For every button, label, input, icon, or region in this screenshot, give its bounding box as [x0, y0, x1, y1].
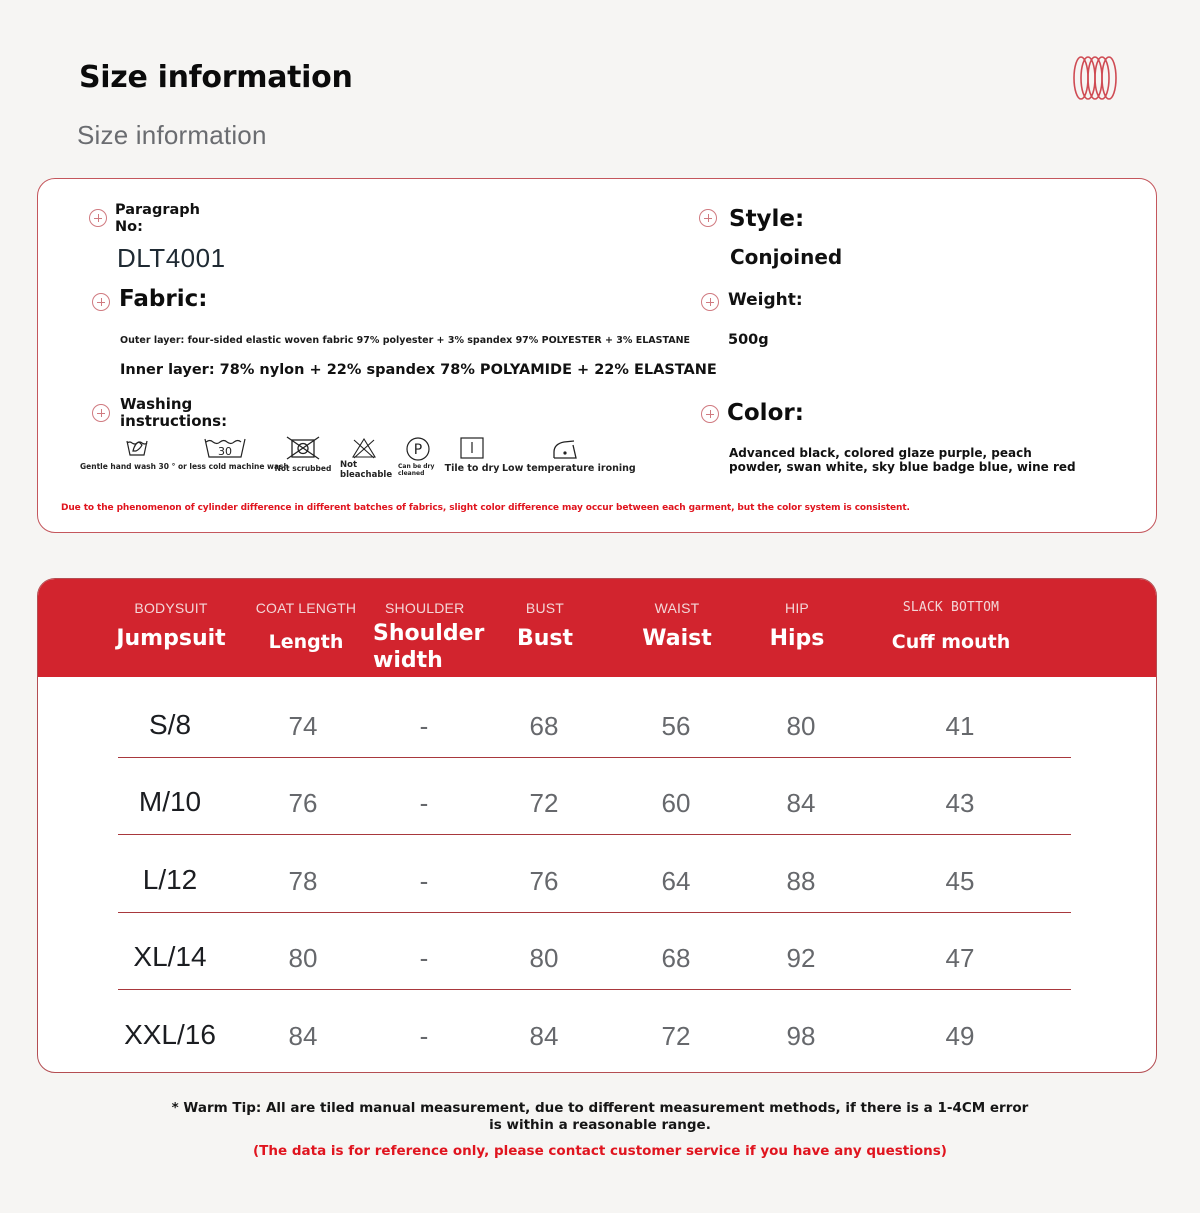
- measurement-cell: 49: [945, 1021, 975, 1051]
- size-label-cell: XXL/16: [124, 1019, 216, 1050]
- style-value: Conjoined: [730, 245, 843, 269]
- product-info-card: [37, 178, 1157, 533]
- table-row: [118, 836, 1071, 913]
- paragraph-label: Paragraph No:: [115, 202, 200, 235]
- measurement-cell: 64: [661, 866, 691, 896]
- size-label-cell: M/10: [138, 786, 202, 817]
- no-bleach-icon: [344, 436, 384, 460]
- wash-item: [200, 436, 250, 460]
- machine-wash-30-icon: [200, 436, 250, 460]
- column-header-cuff-mouth: SLACK BOTTOM Cuff mouth: [891, 600, 1011, 653]
- rings-logo-icon: [1071, 54, 1121, 102]
- measurement-cell: 68: [529, 711, 559, 741]
- measurement-cell: 76: [288, 788, 318, 818]
- plus-circle-icon: [699, 209, 717, 227]
- measurement-cell: 60: [661, 788, 691, 818]
- measurement-cell: 84: [786, 788, 816, 818]
- measurement-cell: -: [419, 711, 429, 741]
- measurement-cell: 74: [288, 711, 318, 741]
- measurement-cell: 78: [288, 866, 318, 896]
- measurement-cell: 80: [786, 711, 816, 741]
- wash-item: Not scrubbed: [274, 436, 332, 473]
- svg-text:30: 30: [218, 445, 232, 458]
- weight-label: Weight:: [728, 290, 803, 310]
- size-table-header: [38, 579, 1156, 677]
- size-table: [37, 578, 1157, 1073]
- measurement-cell: 76: [529, 866, 559, 896]
- measurement-cell: -: [419, 866, 429, 896]
- washing-label: Washing instructions:: [120, 395, 228, 430]
- measurement-cell: 72: [661, 1021, 691, 1051]
- plus-circle-icon: [701, 293, 719, 311]
- weight-value: 500g: [728, 332, 769, 348]
- reference-note: (The data is for reference only, please contact customer service if you have any questions): [253, 1143, 947, 1159]
- measurement-cell: -: [419, 788, 429, 818]
- table-row: [118, 991, 1071, 1068]
- measurement-cell: 80: [529, 943, 559, 973]
- measurement-cell: 56: [661, 711, 691, 741]
- svg-text:P: P: [413, 442, 423, 458]
- washing-icons: [80, 436, 640, 486]
- table-row: [118, 758, 1071, 835]
- measurement-cell: 80: [288, 943, 318, 973]
- measurement-cell: 47: [945, 943, 975, 973]
- color-label: Color:: [727, 400, 804, 426]
- plus-circle-icon: [701, 405, 719, 423]
- table-row: [118, 681, 1071, 758]
- measurement-cell: 84: [529, 1021, 559, 1051]
- line-dry-icon: [444, 436, 500, 460]
- paragraph-number: DLT4001: [117, 243, 226, 273]
- column-header-jumpsuit: BODYSUIT Jumpsuit: [116, 600, 226, 651]
- measurement-cell: 41: [945, 711, 975, 741]
- column-header-hips: HIP Hips: [769, 600, 825, 651]
- size-label-cell: L/12: [142, 864, 198, 895]
- measurement-cell: -: [419, 943, 429, 973]
- wash-item: P Can be dry cleaned: [398, 436, 438, 477]
- wash-item: Not bleachable: [340, 436, 390, 480]
- wash-item: Gentle hand wash 30 ° or less cold machine wash: [80, 436, 268, 471]
- measurement-cell: 98: [786, 1021, 816, 1051]
- table-row: [118, 913, 1071, 990]
- column-header-waist: WAIST Waist: [642, 600, 712, 651]
- plus-circle-icon: [92, 293, 110, 311]
- measurement-cell: 68: [661, 943, 691, 973]
- warm-tip: * Warm Tip: All are tiled manual measurement, due to different measurement methods, if there is a 1-4CM error is within a reasonable range.: [171, 1100, 1029, 1133]
- dry-clean-p-icon: [398, 436, 438, 462]
- wash-item: Tile to dry: [444, 436, 500, 473]
- no-tumble-dry-icon: [274, 436, 332, 460]
- column-header-length: COAT LENGTH Length: [255, 600, 357, 653]
- color-difference-disclaimer: Due to the phenomenon of cylinder difference in different batches of fabrics, slight color difference may occur between each garment, but the color system is consistent.: [61, 503, 910, 513]
- page-subtitle: Size information: [77, 120, 267, 150]
- plus-circle-icon: [92, 404, 110, 422]
- column-header-shoulder: SHOULDER Shoulder width: [373, 600, 485, 673]
- plus-circle-icon: [89, 209, 107, 227]
- fabric-outer-layer: Outer layer: four-sided elastic woven fabric 97% polyester + 3% spandex 97% POLYESTER + 3% ELASTANE: [120, 335, 691, 346]
- size-label-cell: S/8: [148, 709, 192, 740]
- page-title: Size information: [79, 60, 353, 95]
- measurement-cell: 92: [786, 943, 816, 973]
- style-label: Style:: [729, 206, 805, 232]
- fabric-inner-layer: Inner layer: 78% nylon + 22% spandex 78% POLYAMIDE + 22% ELASTANE: [120, 362, 717, 378]
- measurement-cell: -: [419, 1021, 429, 1051]
- column-header-bust: BUST Bust: [516, 600, 574, 651]
- color-value: Advanced black, colored glaze purple, peach powder, swan white, sky blue badge blue, wine red: [729, 446, 1076, 474]
- fabric-label: Fabric:: [119, 286, 208, 312]
- measurement-cell: 43: [945, 788, 975, 818]
- measurement-cell: 45: [945, 866, 975, 896]
- size-label-cell: XL/14: [133, 941, 207, 972]
- measurement-cell: 72: [529, 788, 559, 818]
- iron-low-icon: [502, 436, 626, 460]
- measurement-cell: 84: [288, 1021, 318, 1051]
- measurement-cell: 88: [786, 866, 816, 896]
- wash-item: Low temperature ironing: [502, 436, 626, 473]
